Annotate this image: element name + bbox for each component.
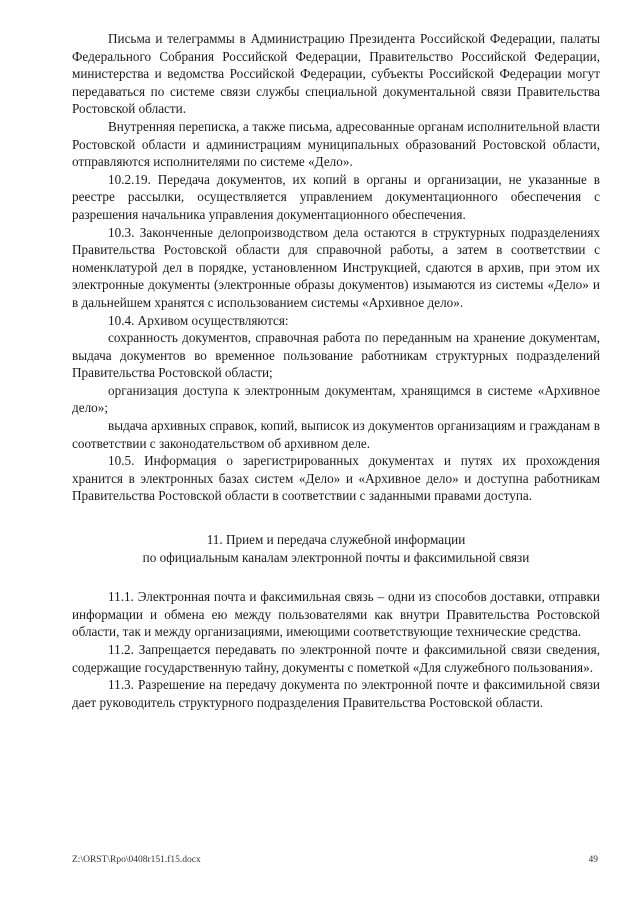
- paragraph: 11.2. Запрещается передавать по электронной почте и факсимильной связи сведения, содержащие государственную тайну, документы с пометкой «Для служебного пользования».: [72, 642, 600, 675]
- paragraph: Письма и телеграммы в Администрацию Президента Российской Федерации, палаты Федерального Собрания Российской Федерации, Правительство Российской Федерации, министерства и ведомства Российской Федерации, субъекты Российской Федерации могут передаваться по системе связи службы специальной документальной связи Правительства Ростовской области.: [72, 31, 600, 117]
- paragraph: сохранность документов, справочная работа по переданным на хранение документам, выдача документов во временное пользование работникам структурных подразделений Правительства Ростовской области;: [72, 330, 600, 381]
- page-number: 49: [588, 855, 598, 865]
- paragraph: 10.4. Архивом осуществляются:: [108, 312, 289, 328]
- section-heading-line-1: 11. Прием и передача служебной информации: [206, 532, 466, 548]
- paragraph: организация доступа к электронным документам, хранящимся в системе «Архивное дело»;: [72, 382, 600, 416]
- paragraph: 11.1. Электронная почта и факсимильная связь – одни из способов доставки, отправки информации и обмена ею между пользователями как внутри Правительства Ростовской области, так и между организациями, имеющими соответствующие технические средства.: [72, 589, 600, 640]
- section-heading: [72, 531, 600, 566]
- paragraph: 10.5. Информация о зарегистрированных документах и путях их прохождения хранится в электронных базах систем «Дело» и «Архивное дело» и доступна работникам Правительства Ростовской области в соответствии с заданными правами доступа.: [72, 453, 600, 504]
- footer-file-path: Z:\ORST\Rpo\0408r151.f15.docx: [72, 855, 201, 865]
- paragraph: 11.3. Разрешение на передачу документа по электронной почте и факсимильной связи дает руководитель структурного подразделения Правительства Ростовской области.: [72, 677, 600, 710]
- document-page: [72, 30, 600, 711]
- paragraph: 10.2.19. Передача документов, их копий в органы и организации, не указанные в реестре рассылки, осуществляется управлением документационного обеспечения с разрешения начальника управления документационного обеспечения.: [72, 171, 600, 222]
- paragraph: Внутренняя переписка, а также письма, адресованные органам исполнительной власти Ростовской области и администрациям муниципальных образований Ростовской области, отправляются исполнителями по системе «Дело».: [72, 118, 600, 170]
- section-heading-line-2: по официальным каналам электронной почты и факсимильной связи: [142, 549, 530, 565]
- paragraph: выдача архивных справок, копий, выписок из документов организациям и гражданам в соответствии с законодательством об архивном деле.: [72, 418, 600, 451]
- paragraph: 10.3. Законченные делопроизводством дела остаются в структурных подразделениях Правительства Ростовской области для справочной работы, а затем в соответствии с номенклатурой дел в порядке, установленном Инструкцией, сдаются в архив, при этом их электронные документы (электронные образы документов) изымаются из системы «Дело» и в дальнейшем хранятся с использованием системы «Архивное дело».: [72, 224, 600, 310]
